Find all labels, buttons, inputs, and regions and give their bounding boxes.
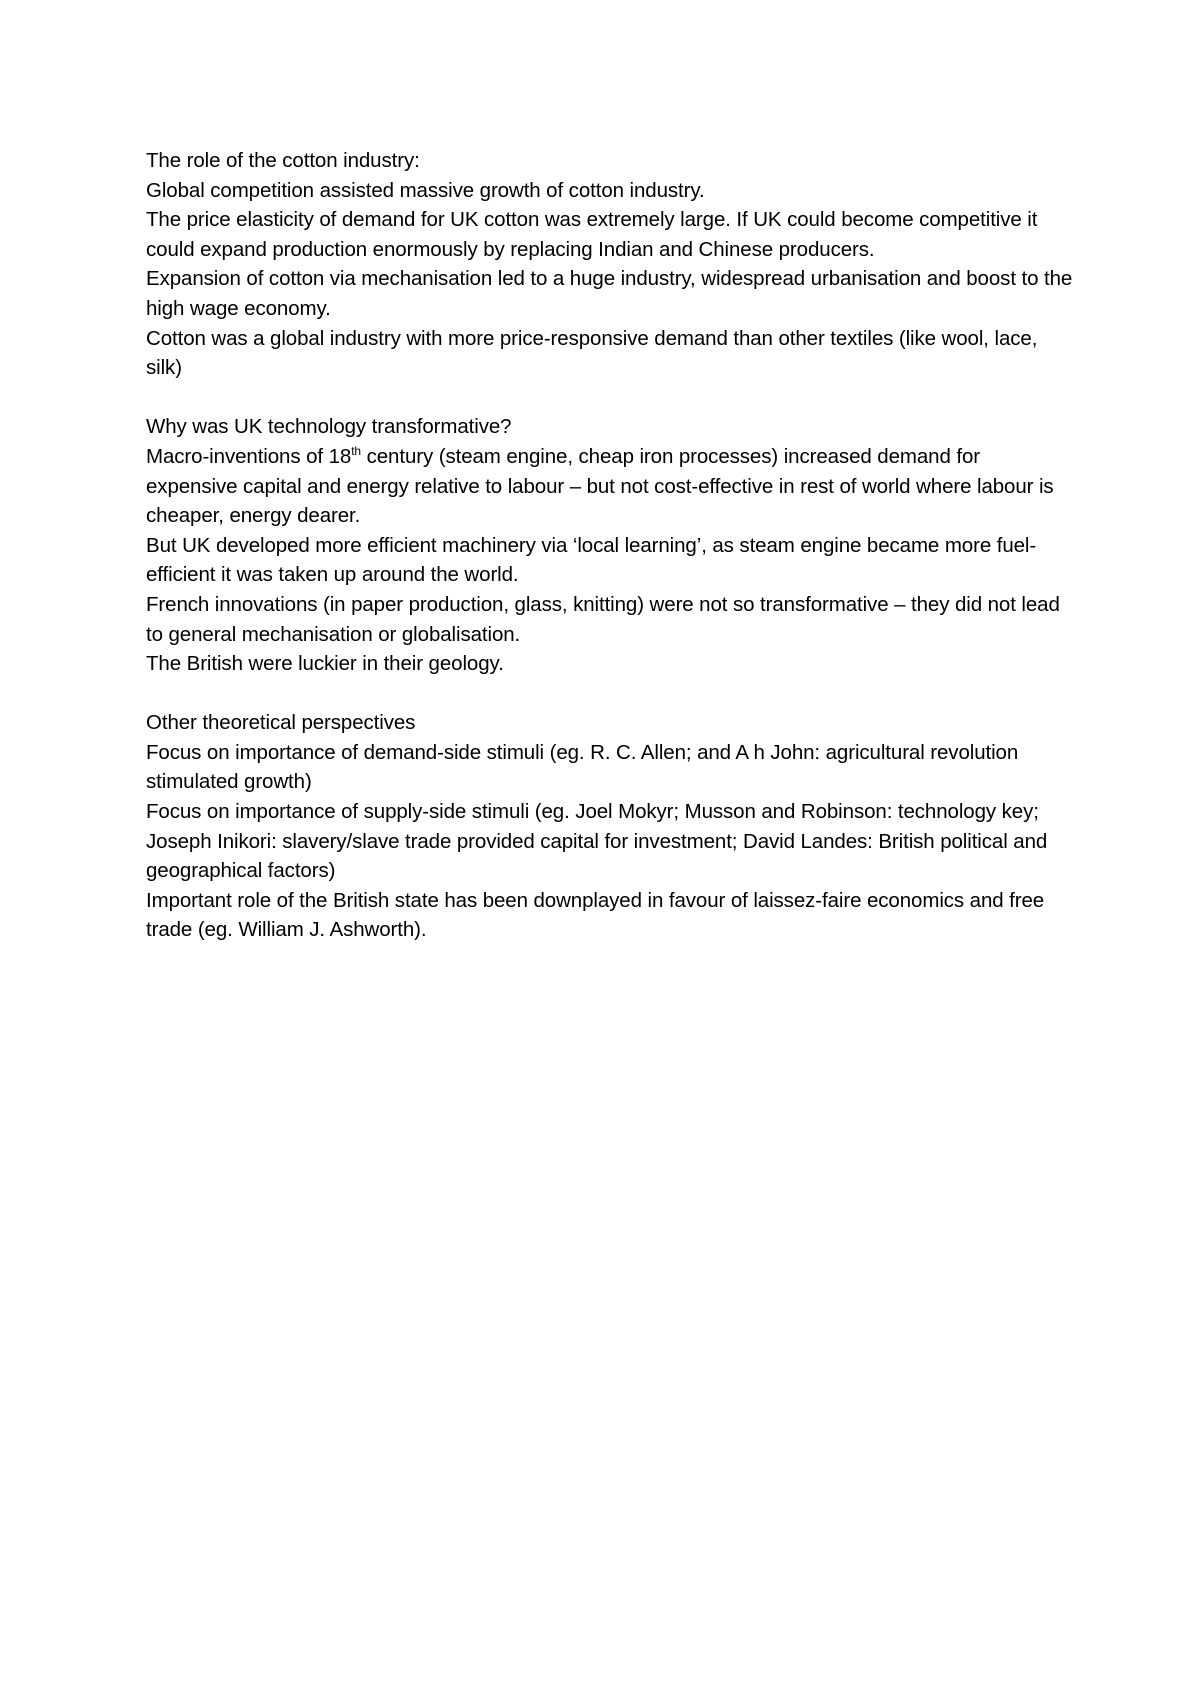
paragraph: French innovations (in paper production, glass, knitting) were not so transformative – they did not lead to general mechanisation or globalisation. bbox=[146, 592, 1060, 646]
document-body bbox=[146, 146, 1076, 945]
text-run: century (steam engine, cheap iron processes) increased demand for expensive capital and energy relative to labour – but not cost-effective in rest of world where labour is cheaper, energy dearer. bbox=[146, 444, 1054, 528]
superscript: th bbox=[351, 444, 361, 459]
section-theoretical-perspectives bbox=[146, 708, 1076, 945]
paragraph: Global competition assisted massive growth of cotton industry. bbox=[146, 178, 705, 202]
section-heading: The role of the cotton industry: bbox=[146, 149, 420, 172]
section-heading: Other theoretical perspectives bbox=[146, 711, 416, 735]
paragraph: Important role of the British state has been downplayed in favour of laissez-faire economics and free trade (eg. William J. Ashworth). bbox=[146, 888, 1045, 942]
paragraph: The British were luckier in their geology. bbox=[146, 652, 504, 676]
paragraph: The price elasticity of demand for UK cotton was extremely large. If UK could become competitive it could expand production enormously by replacing Indian and Chinese producers. bbox=[146, 208, 1038, 261]
text-run: Macro-inventions of 18 bbox=[146, 444, 352, 468]
section-uk-technology bbox=[146, 412, 1076, 678]
paragraph: Focus on importance of demand-side stimuli (eg. R. C. Allen; and A h John: agricultural revolution stimulated growth) bbox=[146, 740, 1019, 794]
section-cotton-industry bbox=[146, 146, 1076, 383]
blank-line bbox=[146, 383, 1076, 413]
paragraph: Expansion of cotton via mechanisation led to a huge industry, widespread urbanisation and boost to the high wage economy. bbox=[146, 267, 1073, 320]
section-heading: Why was UK technology transformative? bbox=[146, 415, 512, 439]
paragraph-macro-inventions bbox=[146, 442, 1076, 531]
paragraph: Focus on importance of supply-side stimuli (eg. Joel Mokyr; Musson and Robinson: technology key; Joseph Inikori: slavery/slave trade provided capital for investment; David Landes: British political and geographical factors) bbox=[146, 800, 1048, 883]
blank-line bbox=[146, 679, 1076, 709]
paragraph: Cotton was a global industry with more price-responsive demand than other textiles (like wool, lace, silk) bbox=[146, 326, 1038, 380]
paragraph: But UK developed more efficient machinery via ‘local learning’, as steam engine became more fuel-efficient it was taken up around the world. bbox=[146, 533, 1037, 587]
